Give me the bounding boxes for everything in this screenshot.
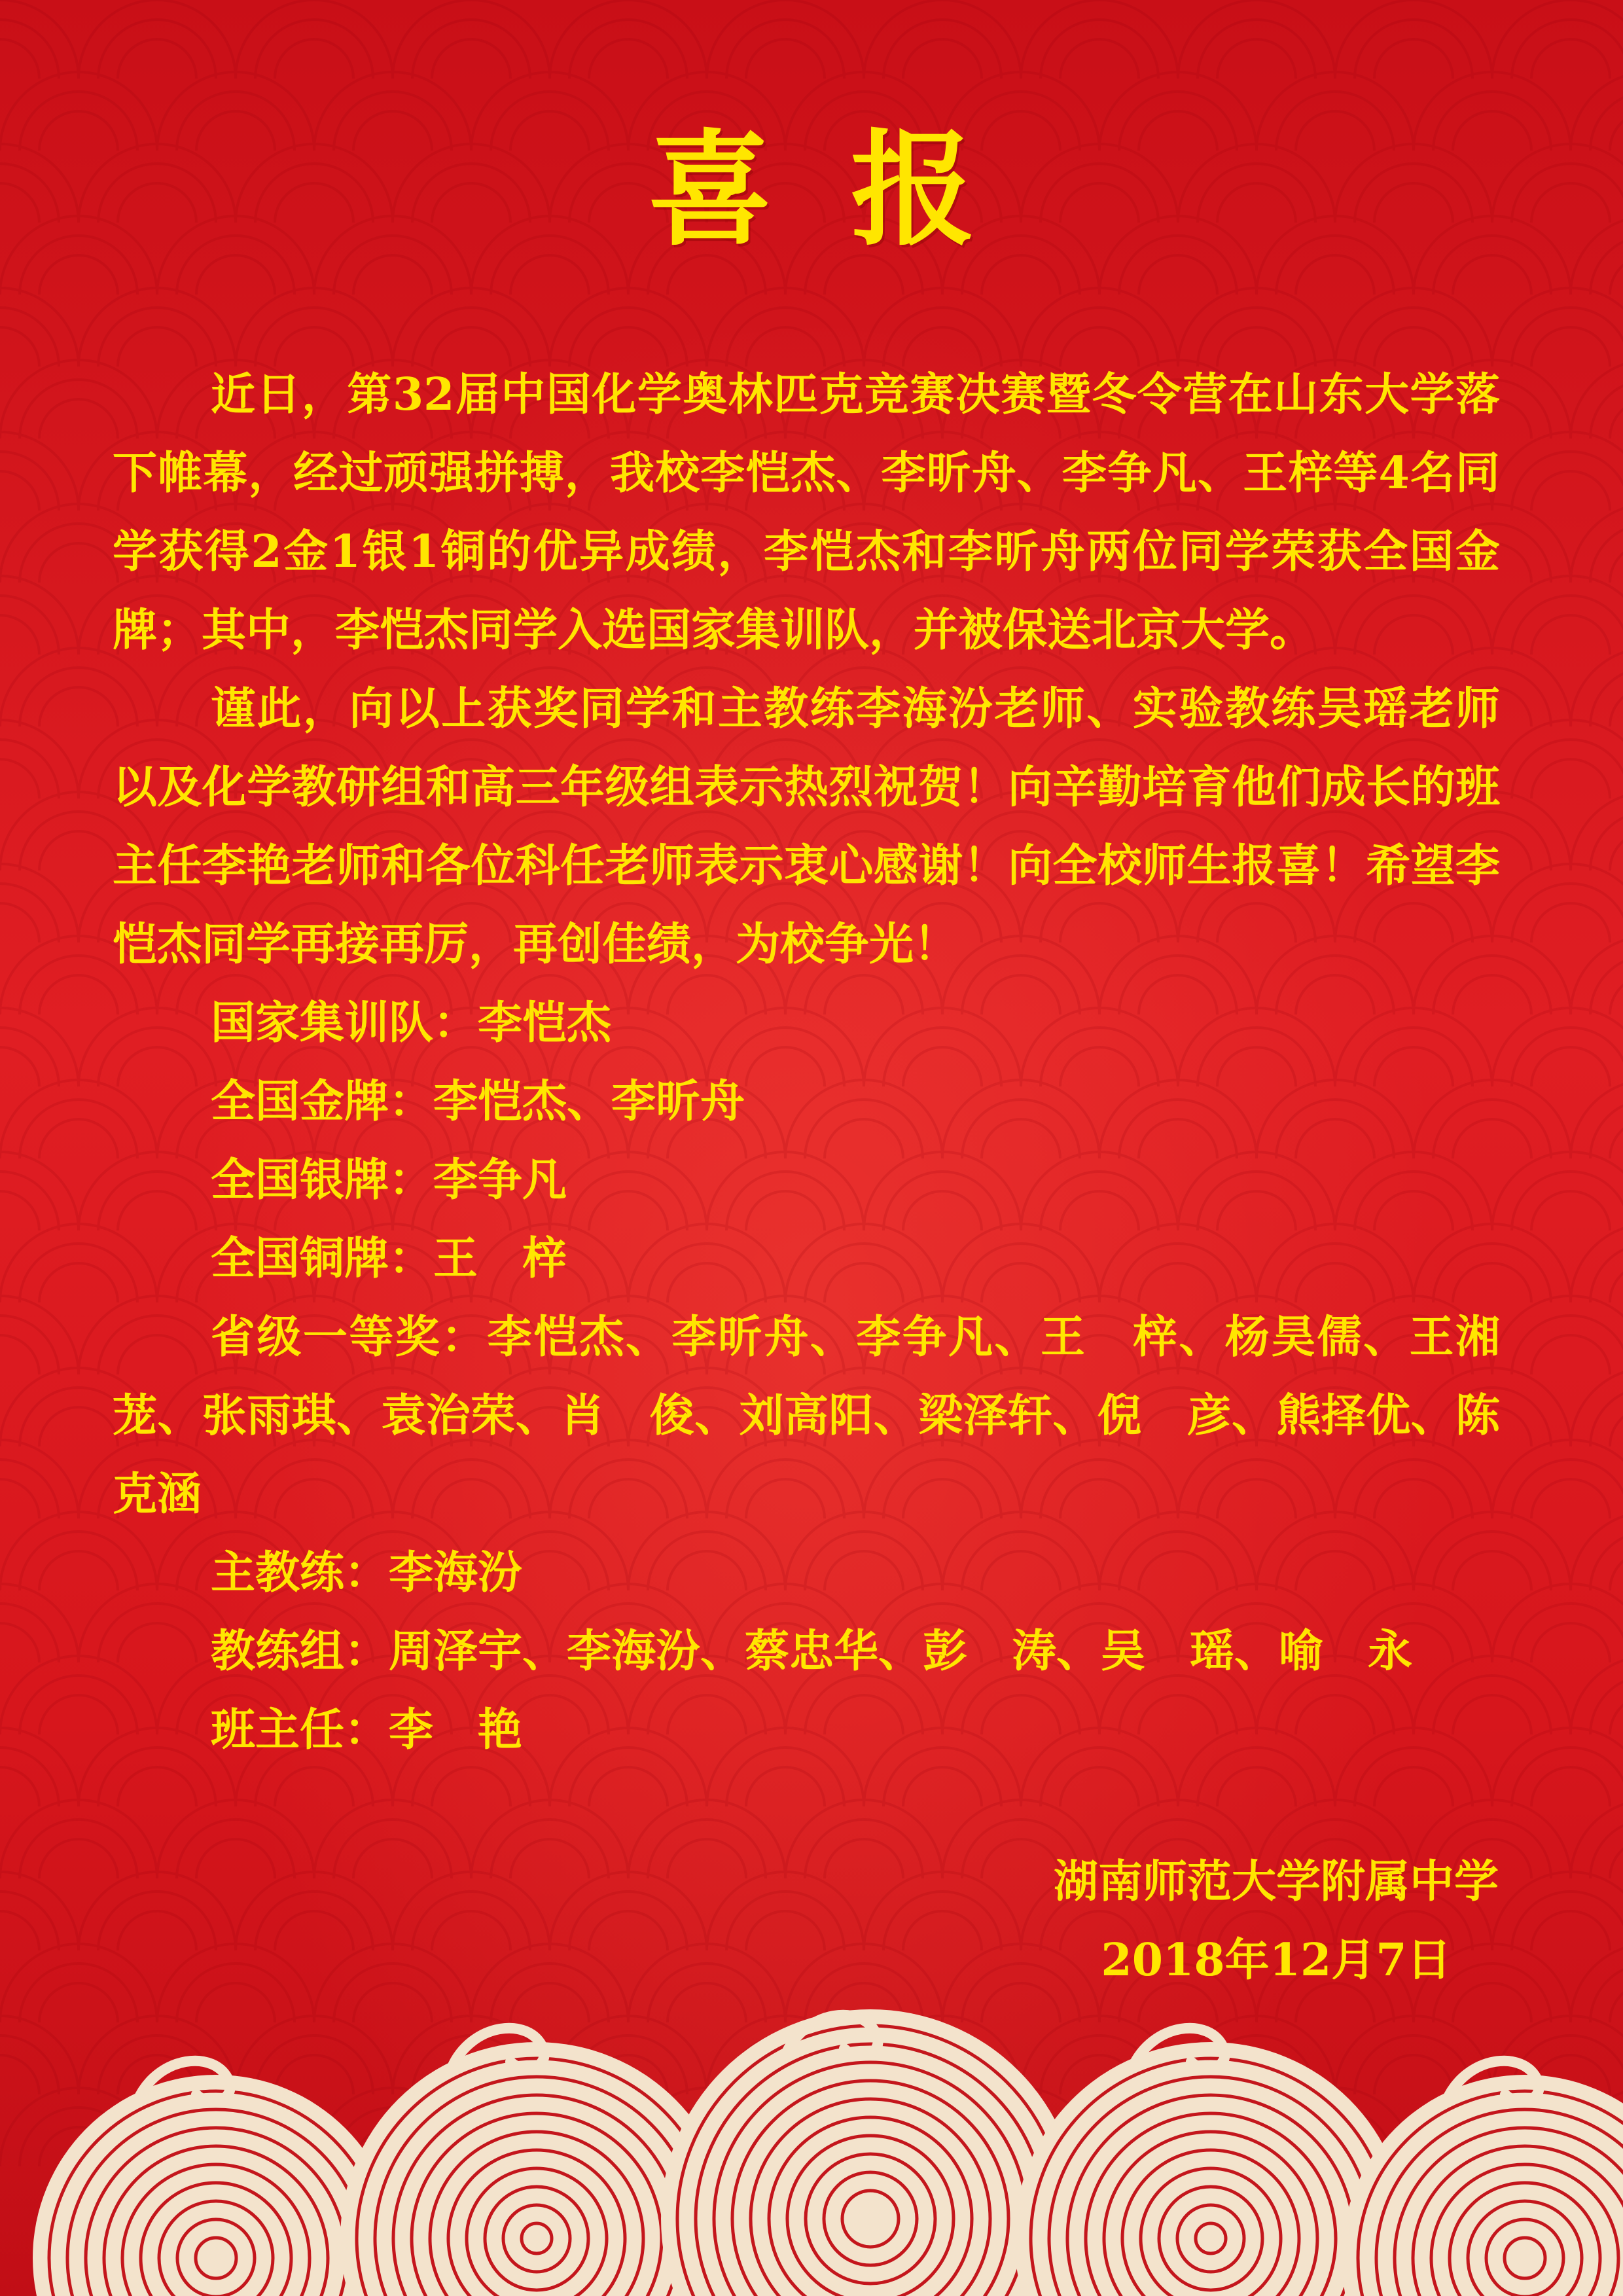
wave-decoration (0, 2003, 1623, 2296)
class-teacher: 班主任：李 艳 (211, 1704, 523, 1756)
school-name: 湖南师范大学附属中学 (1053, 1856, 1499, 1908)
paragraph-congratulations: 谨此，向以上获奖同学和主教练李海汾老师、实验教练吴瑶老师以及化学教研组和高三年级组表示热烈祝贺！向辛勤培育他们成长的班主任李艳老师和各位科任老师表示衷心感谢！向全校师生报喜！希望李恺杰同学再接再厉，再创佳绩，为校争光！ (113, 683, 1500, 971)
award-bronze: 全国铜牌：王 梓 (211, 1232, 567, 1285)
issue-date: 2018年12月7日 (1101, 1934, 1452, 1986)
announcement-body (113, 355, 1500, 1769)
award-national-team: 国家集训队：李恺杰 (211, 997, 612, 1049)
award-gold: 全国金牌：李恺杰、李昕舟 (211, 1075, 745, 1128)
page-title: 喜报 (647, 117, 1054, 262)
award-silver: 全国银牌：李争凡 (211, 1154, 567, 1206)
signature-block (1054, 1842, 1499, 2000)
head-coach: 主教练：李海汾 (211, 1547, 523, 1599)
coaching-team: 教练组：周泽宇、李海汾、蔡忠华、彭 涛、吴 瑶、喻 永 (211, 1625, 1413, 1677)
paragraph-intro: 近日，第32届中国化学奥林匹克竞赛决赛暨冬令营在山东大学落下帷幕，经过顽强拼搏，我校李恺杰、李昕舟、李争凡、王梓等4名同学获得2金1银1铜的优异成绩，李恺杰和李昕舟两位同学荣获全国金牌；其中，李恺杰同学入选国家集训队，并被保送北京大学。 (113, 368, 1500, 656)
award-provincial-first: 省级一等奖：李恺杰、李昕舟、李争凡、王 梓、杨昊儒、王湘茏、张雨琪、袁治荣、肖 俊、刘高阳、梁泽轩、倪 彦、熊择优、陈克涵 (113, 1311, 1500, 1520)
